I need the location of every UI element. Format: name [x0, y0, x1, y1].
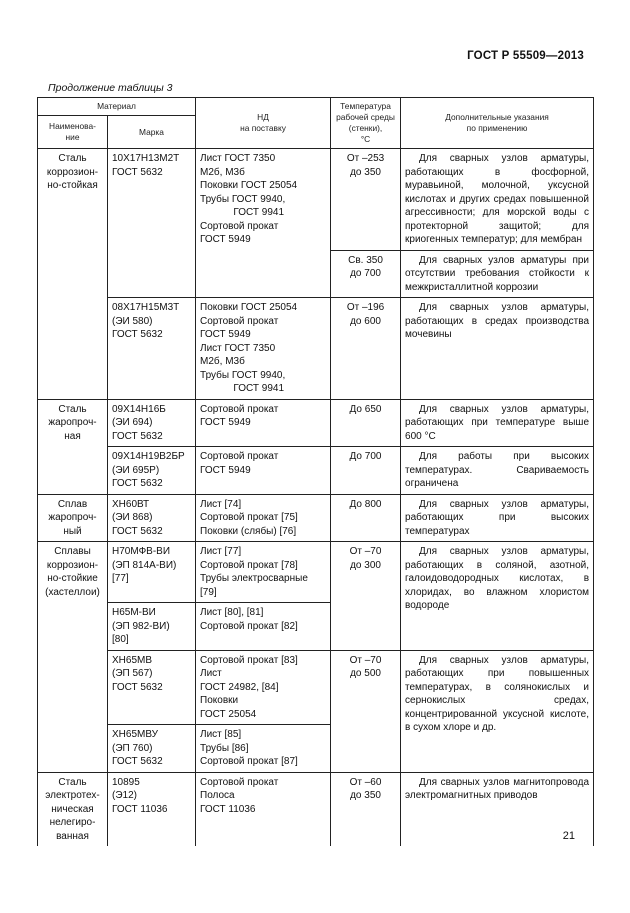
- header-material: Материал: [38, 98, 196, 116]
- material-grade: ХН60ВТ (ЭИ 868) ГОСТ 5632: [108, 494, 196, 542]
- material-name: Сталь коррозион- но-стойкая: [38, 149, 108, 400]
- header-grade: Марка: [108, 116, 196, 149]
- material-grade: ХН65МВУ (ЭП 760) ГОСТ 5632: [108, 725, 196, 773]
- table-row: [38, 149, 594, 251]
- nd-cell: Лист [80], [81] Сортовой прокат [82]: [196, 603, 331, 651]
- material-grade: ХН65МВ (ЭП 567) ГОСТ 5632: [108, 650, 196, 725]
- temperature-cell: До 800: [331, 494, 401, 542]
- table-row: [38, 772, 594, 846]
- temperature-cell: От –196 до 600: [331, 298, 401, 400]
- header-name: Наименова- ние: [38, 116, 108, 149]
- table-row: [38, 447, 594, 495]
- nd-cell: Сортовой прокат [83] Лист ГОСТ 24982, [84] Поковки ГОСТ 25054: [196, 650, 331, 725]
- nd-cell: Лист [74] Сортовой прокат [75] Поковки (слябы) [76]: [196, 494, 331, 542]
- material-name: Сталь жаропроч- ная: [38, 399, 108, 494]
- temperature-cell: От –70 до 300: [331, 542, 401, 651]
- table-row: [38, 650, 594, 725]
- table-row: [38, 542, 594, 603]
- nd-cell: Сортовой прокат Полоса ГОСТ 11036: [196, 772, 331, 846]
- material-grade: 08Х17Н15М3Т (ЭИ 580) ГОСТ 5632: [108, 298, 196, 400]
- notes-cell: Для сварных узлов арматуры, работающих при повышенных температурах, в солянокислых и сернокислых средах, концентрированной уксусной кислоте, в сухом хлоре и др.: [401, 650, 594, 772]
- material-grade: 09Х14Н16Б (ЭИ 694) ГОСТ 5632: [108, 399, 196, 447]
- nd-cell: Сортовой прокат ГОСТ 5949: [196, 399, 331, 447]
- nd-cell: Лист [77] Сортовой прокат [78] Трубы электросварные [79]: [196, 542, 331, 603]
- nd-cell: Лист ГОСТ 7350 М2б, М3б Поковки ГОСТ 25054 Трубы ГОСТ 9940, ГОСТ 9941 Сортовой прокат ГОСТ 5949: [196, 149, 331, 298]
- header-nd: НД на поставку: [196, 98, 331, 149]
- table-row: [38, 298, 594, 400]
- header-notes: Дополнительные указания по применению: [401, 98, 594, 149]
- header-row: [38, 98, 594, 116]
- notes-cell: Для сварных узлов арматуры, работающих в фосфорной, муравьиной, молочной, уксусной кислотах и других средах повышенной агрессивности; для морской воды с протекторной защитой; для криогенных температур; для мембран: [401, 149, 594, 251]
- materials-table: [37, 97, 594, 846]
- material-name: Сплав жаропроч- ный: [38, 494, 108, 542]
- notes-cell: Для сварных узлов арматуры, работающих в средах производства мочевины: [401, 298, 594, 400]
- table-row: [38, 494, 594, 542]
- temperature-cell: Св. 350 до 700: [331, 250, 401, 298]
- material-grade: 10895 (Э12) ГОСТ 11036: [108, 772, 196, 846]
- material-grade: 10Х17Н13М2Т ГОСТ 5632: [108, 149, 196, 298]
- temperature-cell: До 700: [331, 447, 401, 495]
- notes-cell: Для работы при высоких температурах. Свариваемость ограничена: [401, 447, 594, 495]
- page-number: 21: [562, 830, 575, 842]
- document-header: ГОСТ Р 55509—2013: [467, 50, 584, 62]
- material-name: Сталь электротех- ническая нелегиро- ванная: [38, 772, 108, 846]
- table-caption: Продолжение таблицы 3: [48, 82, 173, 94]
- header-temperature: Температура рабочей среды (стенки), °С: [331, 98, 401, 149]
- nd-cell: Сортовой прокат ГОСТ 5949: [196, 447, 331, 495]
- notes-cell: Для сварных узлов магнитопровода электромагнитных приводов: [401, 772, 594, 846]
- table-row: [38, 399, 594, 447]
- material-grade: 09Х14Н19В2БР (ЭИ 695Р) ГОСТ 5632: [108, 447, 196, 495]
- material-grade: Н65М-ВИ (ЭП 982-ВИ) [80]: [108, 603, 196, 651]
- nd-cell: Поковки ГОСТ 25054 Сортовой прокат ГОСТ 5949 Лист ГОСТ 7350 М2б, М3б Трубы ГОСТ 9940, ГОСТ 9941: [196, 298, 331, 400]
- temperature-cell: От –70 до 500: [331, 650, 401, 772]
- notes-cell: Для сварных узлов арматуры, работающих при температуре выше 600 °С: [401, 399, 594, 447]
- notes-cell: Для сварных узлов арматуры, работающих при высоких температурах: [401, 494, 594, 542]
- nd-cell: Лист [85] Трубы [86] Сортовой прокат [87]: [196, 725, 331, 773]
- temperature-cell: От –60 до 350: [331, 772, 401, 846]
- temperature-cell: До 650: [331, 399, 401, 447]
- material-grade: Н70МФВ-ВИ (ЭП 814А-ВИ) [77]: [108, 542, 196, 603]
- notes-cell: Для сварных узлов арматуры, работающих в соляной, азотной, галоидоводородных кислотах, в хлоридах, во влажном хлористом водороде: [401, 542, 594, 651]
- material-name: Сплавы коррозион- но-стойкие (хастеллои): [38, 542, 108, 773]
- notes-cell: Для сварных узлов арматуры при отсутствии требования стойкости к межкристаллитной коррозии: [401, 250, 594, 298]
- temperature-cell: От –253 до 350: [331, 149, 401, 251]
